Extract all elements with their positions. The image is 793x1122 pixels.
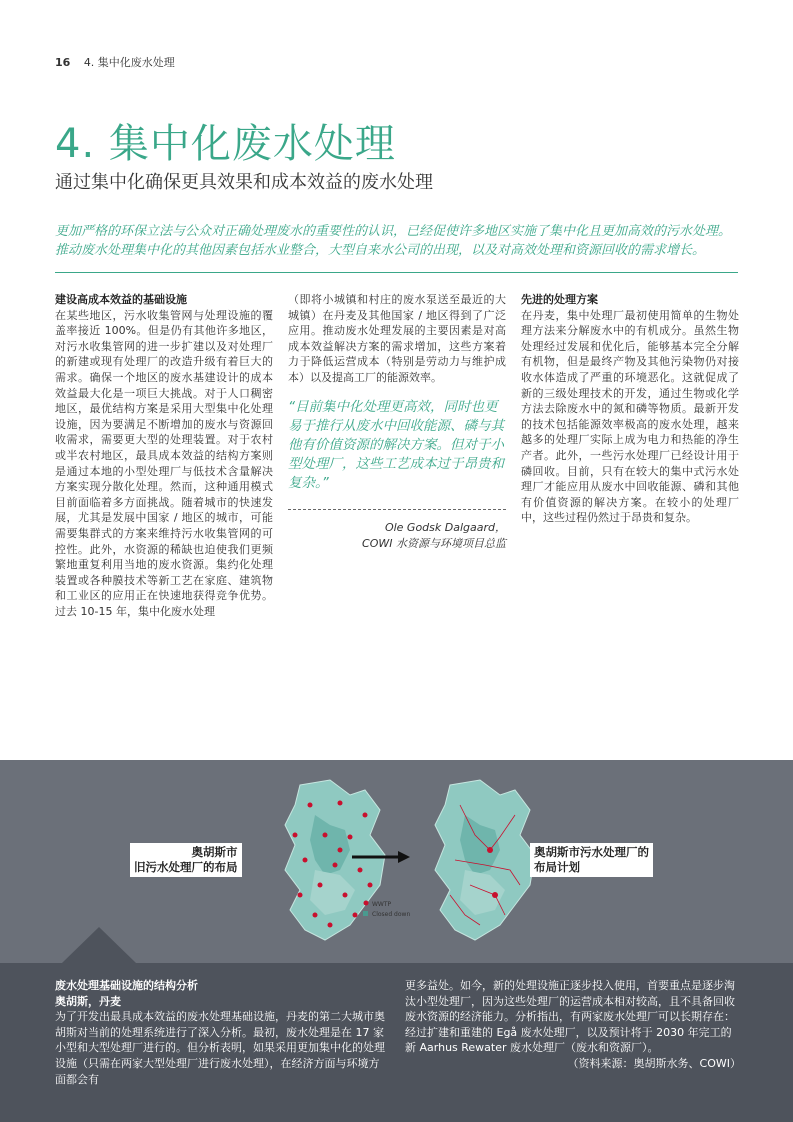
column-1-body: 在某些地区，污水收集管网与处理设施的覆盖率接近 100%。但是仍有其他许多地区，对污水收集管网的进一步扩建以及对处理厂的新建或现有处理厂的改造升级有着巨大的需求。确保一个地区的废水基建设计的成本效益最大化是一项巨大挑战。对于人口稠密地区，最优结构方案是采用大型集中化处理设施，因为要满足不断增加的废水与资源回收需求，需要更大型的处理装置。对于农村或半农村地区，最具成本效益的结构方案则是通过本地的小型处理厂与低技术含量解决方案实现分散化处理。然而，这种通用模式目前面临着多方面挑战。随着城市的快速发展，尤其是发展中国家 / 地区的城市，可能需要集群式的方案来维持污水收集管网的可控性。此外，水资源的稀缺也迫使我们更频繁地重复利用当地的废水资源。集约化处理装置或各种膜技术等新工艺在家庭、建筑物和工业区的应用正在快速地获得竞争优势。过去 10-15 年，集中化废水处理	[55, 308, 273, 618]
lead-paragraph: 更加严格的环保立法与公众对正确处理废水的重要性的认识，已经促使许多地区实施了集中化且更加高效的污水处理。推动废水处理集中化的其他因素包括水业整合，大型自来水公司的出现，以及对高效处理和资源回收的需求增长。	[55, 224, 732, 258]
label-old-line1: 奥胡斯市	[191, 845, 238, 859]
label-old-line2: 旧污水处理厂的布局	[134, 860, 238, 874]
legend-wwtp: WWTP	[372, 901, 392, 908]
quote-attribution	[288, 520, 506, 552]
attribution-title: COWI 水资源与环境项目总监	[362, 536, 506, 550]
pull-quote: “目前集中化处理更高效，同时也更易于推行从废水中回收能源、磷与其他有价值资源的解决方案。但对于小型处理厂，这些工艺成本过于昂贵和复杂。”	[288, 398, 504, 491]
column-1	[55, 292, 273, 619]
section-label: 4. 集中化废水处理	[83, 56, 175, 69]
map-planned-layout	[435, 780, 535, 940]
page-subtitle: 通过集中化确保更具效果和成本效益的废水处理	[55, 172, 433, 193]
caption-left	[55, 978, 385, 1087]
quote-divider	[288, 509, 506, 510]
caption-heading: 废水处理基础设施的结构分析	[55, 979, 198, 992]
legend-wwtp-dot	[364, 901, 369, 906]
legend-closed-swatch	[363, 911, 368, 916]
legend-closed: Closed down	[372, 911, 411, 918]
page-number: 16	[55, 56, 71, 69]
label-planned-line2: 布局计划	[534, 860, 580, 874]
column-2-body: （即将小城镇和村庄的废水泵送至最近的大城镇）在丹麦及其他国家 / 地区得到了广泛应用。推动废水处理发展的主要因素是对高成本效益解决方案的需求增加，这些方案着力于降低运营成本（特别是劳动力与维护成本）以及提高工厂的能源效率。	[288, 293, 506, 384]
map-old-layout	[285, 780, 410, 940]
page-title: 4. 集中化废水处理	[55, 121, 396, 167]
label-planned-layout	[530, 843, 653, 877]
column-1-heading: 建设高成本效益的基础设施	[55, 293, 187, 306]
caption-right	[405, 978, 741, 1072]
caption-subheading: 奥胡斯，丹麦	[55, 994, 121, 1008]
column-3	[521, 292, 739, 526]
aarhus-maps-figure	[270, 775, 540, 955]
caption-source: （资料来源：奥胡斯水务、COWI）	[567, 1056, 741, 1070]
divider	[55, 272, 738, 273]
column-3-heading: 先进的处理方案	[521, 293, 598, 306]
running-header	[55, 54, 175, 70]
caption-right-body: 更多益处。如今，新的处理设施正逐步投入使用，首要重点是逐步淘汰小型处理厂，因为这些处理厂的运营成本相对较高，且不具备回收废水资源的经济能力。分析指出，有两家废水处理厂可以长期存在：经过扩建和重建的 Egå 废水处理厂，以及预计将于 2030 年完工的新 Aarhus Rewater 废水处理厂（废水和资源厂）。	[405, 979, 735, 1055]
label-planned-line1: 奥胡斯市污水处理厂的	[534, 845, 649, 859]
attribution-name: Ole Godsk Dalgaard，	[384, 520, 506, 534]
caption-pointer	[62, 927, 136, 963]
column-3-body: 在丹麦，集中处理厂最初使用简单的生物处理方法来分解废水中的有机成分。虽然生物处理经过发展和优化后，能够基本完全分解有机物，但是最终产物及其他污染物仍对接收水体造成了严重的环境恶化。这就促成了新的三级处理技术的开发，通过生物或化学方法去除废水中的氮和磷等物质。最新开发的技术包括能源效率极高的废水处理，越来越多的处理厂实际上成为电力和热能的净生产者。此外，一些污水处理厂已经设计用于磷回收。目前，只有在较大的集中式污水处理厂才能应用从废水中回收能源、磷和其他有价值资源的解决方案。在较小的处理厂中，这些过程仍然过于昂贵和复杂。	[521, 308, 739, 525]
caption-left-body: 为了开发出最具成本效益的废水处理基础设施，丹麦的第二大城市奥胡斯对当前的处理系统进行了深入分析。最初，废水处理是在 17 家小型和大型处理厂进行的。但分析表明，如果采用更加集中化的处理设施（只需在两家大型处理厂进行废水处理），在经济方面与环境方面都会有	[55, 1010, 385, 1086]
column-2	[288, 292, 506, 552]
label-old-layout	[130, 843, 242, 877]
